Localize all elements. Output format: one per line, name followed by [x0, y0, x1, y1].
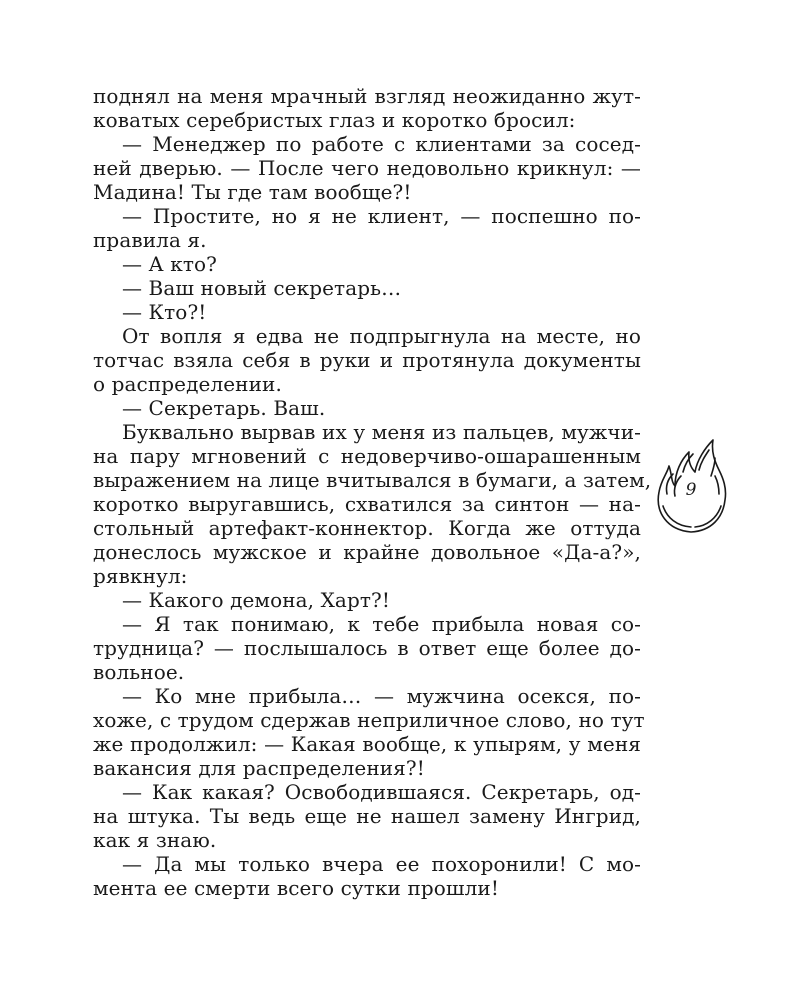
page-number-marker [653, 432, 729, 536]
text-line: донеслось мужское и крайне довольное «Да-а?», [93, 540, 641, 564]
text-line: — Менеджер по работе с клиентами за сосед- [122, 132, 641, 156]
text-line: выражением на лице вчитывался в бумаги, а затем, [93, 468, 652, 492]
text-line: Мадина! Ты где там вообще?! [93, 180, 412, 204]
text-line: — Какого демона, Харт?! [122, 588, 390, 612]
text-line: — Я так понимаю, к тебе прибыла новая со- [122, 612, 641, 636]
text-line: — А кто? [122, 252, 217, 276]
page-text [93, 84, 652, 900]
text-line: же продолжил: — Какая вообще, к упырям, у меня [93, 732, 641, 756]
text-line: — Ко мне прибыла… — мужчина осекся, по- [122, 684, 641, 708]
text-line: поднял на меня мрачный взгляд неожиданно жут- [93, 84, 641, 108]
page-number: 9 [685, 480, 697, 500]
text-line: — Секретарь. Ваш. [122, 396, 326, 420]
text-line: вакансия для распределения?! [93, 756, 425, 780]
text-line: ней дверью. — После чего недовольно крикнул: — [93, 156, 641, 180]
text-line: на штука. Ты ведь еще не нашел замену Ингрид, [93, 804, 641, 828]
text-line: вольное. [93, 660, 185, 684]
text-line: коватых серебристых глаз и коротко бросил: [93, 108, 576, 132]
text-line: хоже, с трудом сдержав неприличное слово, но тут [93, 708, 645, 732]
text-line: мента ее смерти всего сутки прошли! [93, 876, 499, 900]
text-line: От вопля я едва не подпрыгнула на месте, но [122, 324, 641, 348]
text-line: коротко выругавшись, схватился за синтон — на- [93, 492, 641, 516]
text-line: как я знаю. [93, 828, 217, 852]
text-line: о распределении. [93, 372, 282, 396]
text-line: правила я. [93, 228, 207, 252]
text-line: — Простите, но я не клиент, — поспешно по- [122, 204, 641, 228]
text-line: Буквально вырвав их у меня из пальцев, мужчи- [122, 420, 641, 444]
text-line: — Да мы только вчера ее похоронили! С мо- [122, 852, 641, 876]
text-line: — Ваш новый секретарь… [122, 276, 402, 300]
text-line: тотчас взяла себя в руки и протянула документы [93, 348, 641, 372]
text-line: рявкнул: [93, 564, 188, 588]
text-line: — Как какая? Освободившаяся. Секретарь, од- [122, 780, 641, 804]
text-line: на пару мгновений с недоверчиво-ошарашенным [93, 444, 641, 468]
text-line: трудница? — послышалось в ответ еще более до- [93, 636, 641, 660]
text-line: — Кто?! [122, 300, 207, 324]
text-line: стольный артефакт-коннектор. Когда же оттуда [93, 516, 641, 540]
